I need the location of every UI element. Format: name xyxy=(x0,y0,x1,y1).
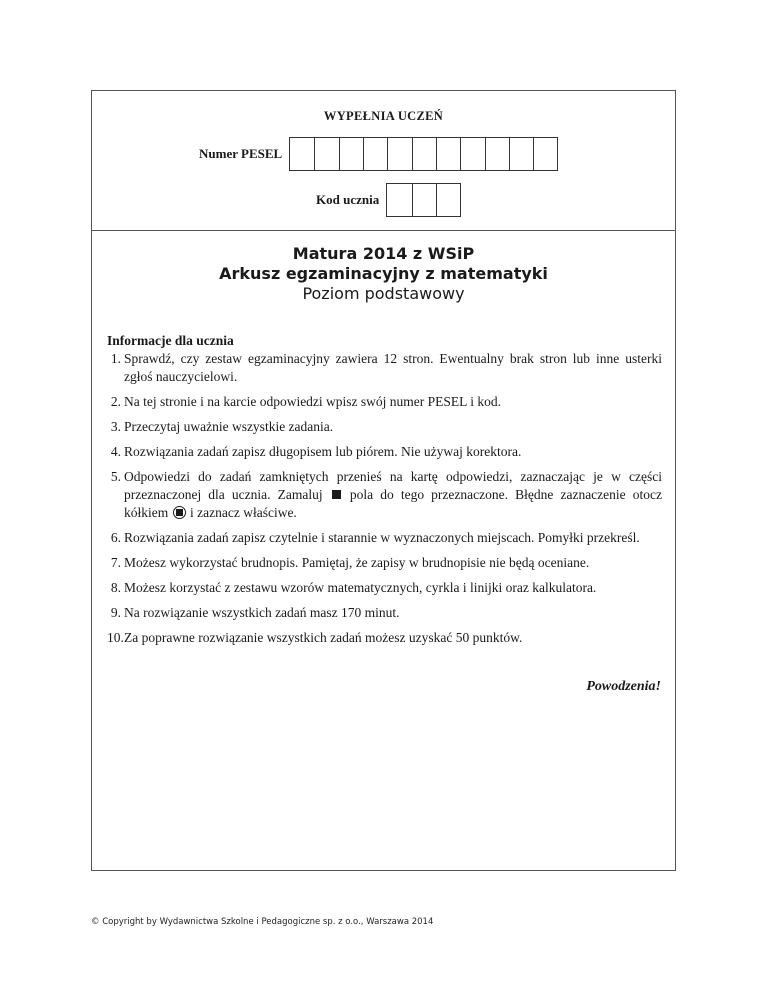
pesel-row xyxy=(199,137,558,171)
instructions-list xyxy=(107,350,662,647)
kod-digit-box[interactable] xyxy=(387,184,411,216)
pesel-digit-box[interactable] xyxy=(460,138,484,170)
kod-digit-box[interactable] xyxy=(412,184,436,216)
kod-input-boxes[interactable] xyxy=(386,183,461,217)
pesel-digit-box[interactable] xyxy=(387,138,411,170)
kod-row xyxy=(316,183,461,217)
instruction-item: 7. Możesz wykorzystać brudnopis. Pamiętaj, że zapisy w brudnopisie nie będą oceniane. xyxy=(110,555,590,570)
exam-title-line1: Matura 2014 z WSiP xyxy=(292,244,475,263)
instruction-item: 10. Za poprawne rozwiązanie wszystkich zadań możesz uzyskać 50 punktów. xyxy=(107,630,523,645)
kod-label: Kod ucznia xyxy=(316,192,380,207)
instruction-item: 2. Na tej stronie i na karcie odpowiedzi wpisz swój numer PESEL i kod. xyxy=(110,394,502,409)
exam-title-line2: Arkusz egzaminacyjny z matematyki xyxy=(219,264,548,283)
instruction-item: 6. Rozwiązania zadań zapisz czytelnie i starannie w wyznaczonych miejscach. Pomyłki przekreśl. xyxy=(110,530,640,545)
kod-digit-box[interactable] xyxy=(436,184,460,216)
instruction-item: 5. Odpowiedzi do zadań zamkniętych przenieś na kartę odpowiedzi, zaznaczając je w części przeznaczonej dla ucznia. Zamaluj pola do tego przeznaczone. Błędne zaznaczenie otocz kółkiem i zaznacz właściwe. xyxy=(110,469,663,520)
instructions-heading: Informacje dla ucznia xyxy=(107,333,234,348)
student-fill-section xyxy=(92,91,675,231)
pesel-input-boxes[interactable] xyxy=(289,137,558,171)
pesel-digit-box[interactable] xyxy=(485,138,509,170)
copyright-footer: © Copyright by Wydawnictwa Szkolne i Pedagogiczne sp. z o.o., Warszawa 2014 xyxy=(91,917,434,927)
exam-cover-frame xyxy=(91,90,676,871)
exam-title-block xyxy=(92,244,675,304)
pesel-digit-box[interactable] xyxy=(509,138,533,170)
instruction-item: 3. Przeczytaj uważnie wszystkie zadania. xyxy=(110,419,334,434)
circled-square-icon xyxy=(173,506,186,519)
instruction-item: 4. Rozwiązania zadań zapisz długopisem lub piórem. Nie używaj korektora. xyxy=(110,444,522,459)
pesel-digit-box[interactable] xyxy=(412,138,436,170)
pesel-digit-box[interactable] xyxy=(436,138,460,170)
pesel-label: Numer PESEL xyxy=(199,146,283,161)
instruction-item: 8. Możesz korzystać z zestawu wzorów matematycznych, cyrkla i linijki oraz kalkulatora. xyxy=(110,580,597,595)
pesel-digit-box[interactable] xyxy=(363,138,387,170)
fill-section-title: WYPEŁNIA UCZEŃ xyxy=(323,109,444,123)
farewell-text: Powodzenia! xyxy=(586,679,661,694)
pesel-digit-box[interactable] xyxy=(339,138,363,170)
instruction-item: 1. Sprawdź, czy zestaw egzaminacyjny zawiera 12 stron. Ewentualny brak stron lub inne usterki zgłoś nauczycielowi. xyxy=(110,351,662,384)
filled-square-icon xyxy=(332,490,341,499)
instruction-item: 9. Na rozwiązanie wszystkich zadań masz 170 minut. xyxy=(110,605,400,620)
student-instructions xyxy=(107,332,662,654)
pesel-digit-box[interactable] xyxy=(290,138,314,170)
pesel-digit-box[interactable] xyxy=(533,138,557,170)
exam-title-line3: Poziom podstawowy xyxy=(302,284,465,303)
pesel-digit-box[interactable] xyxy=(314,138,338,170)
